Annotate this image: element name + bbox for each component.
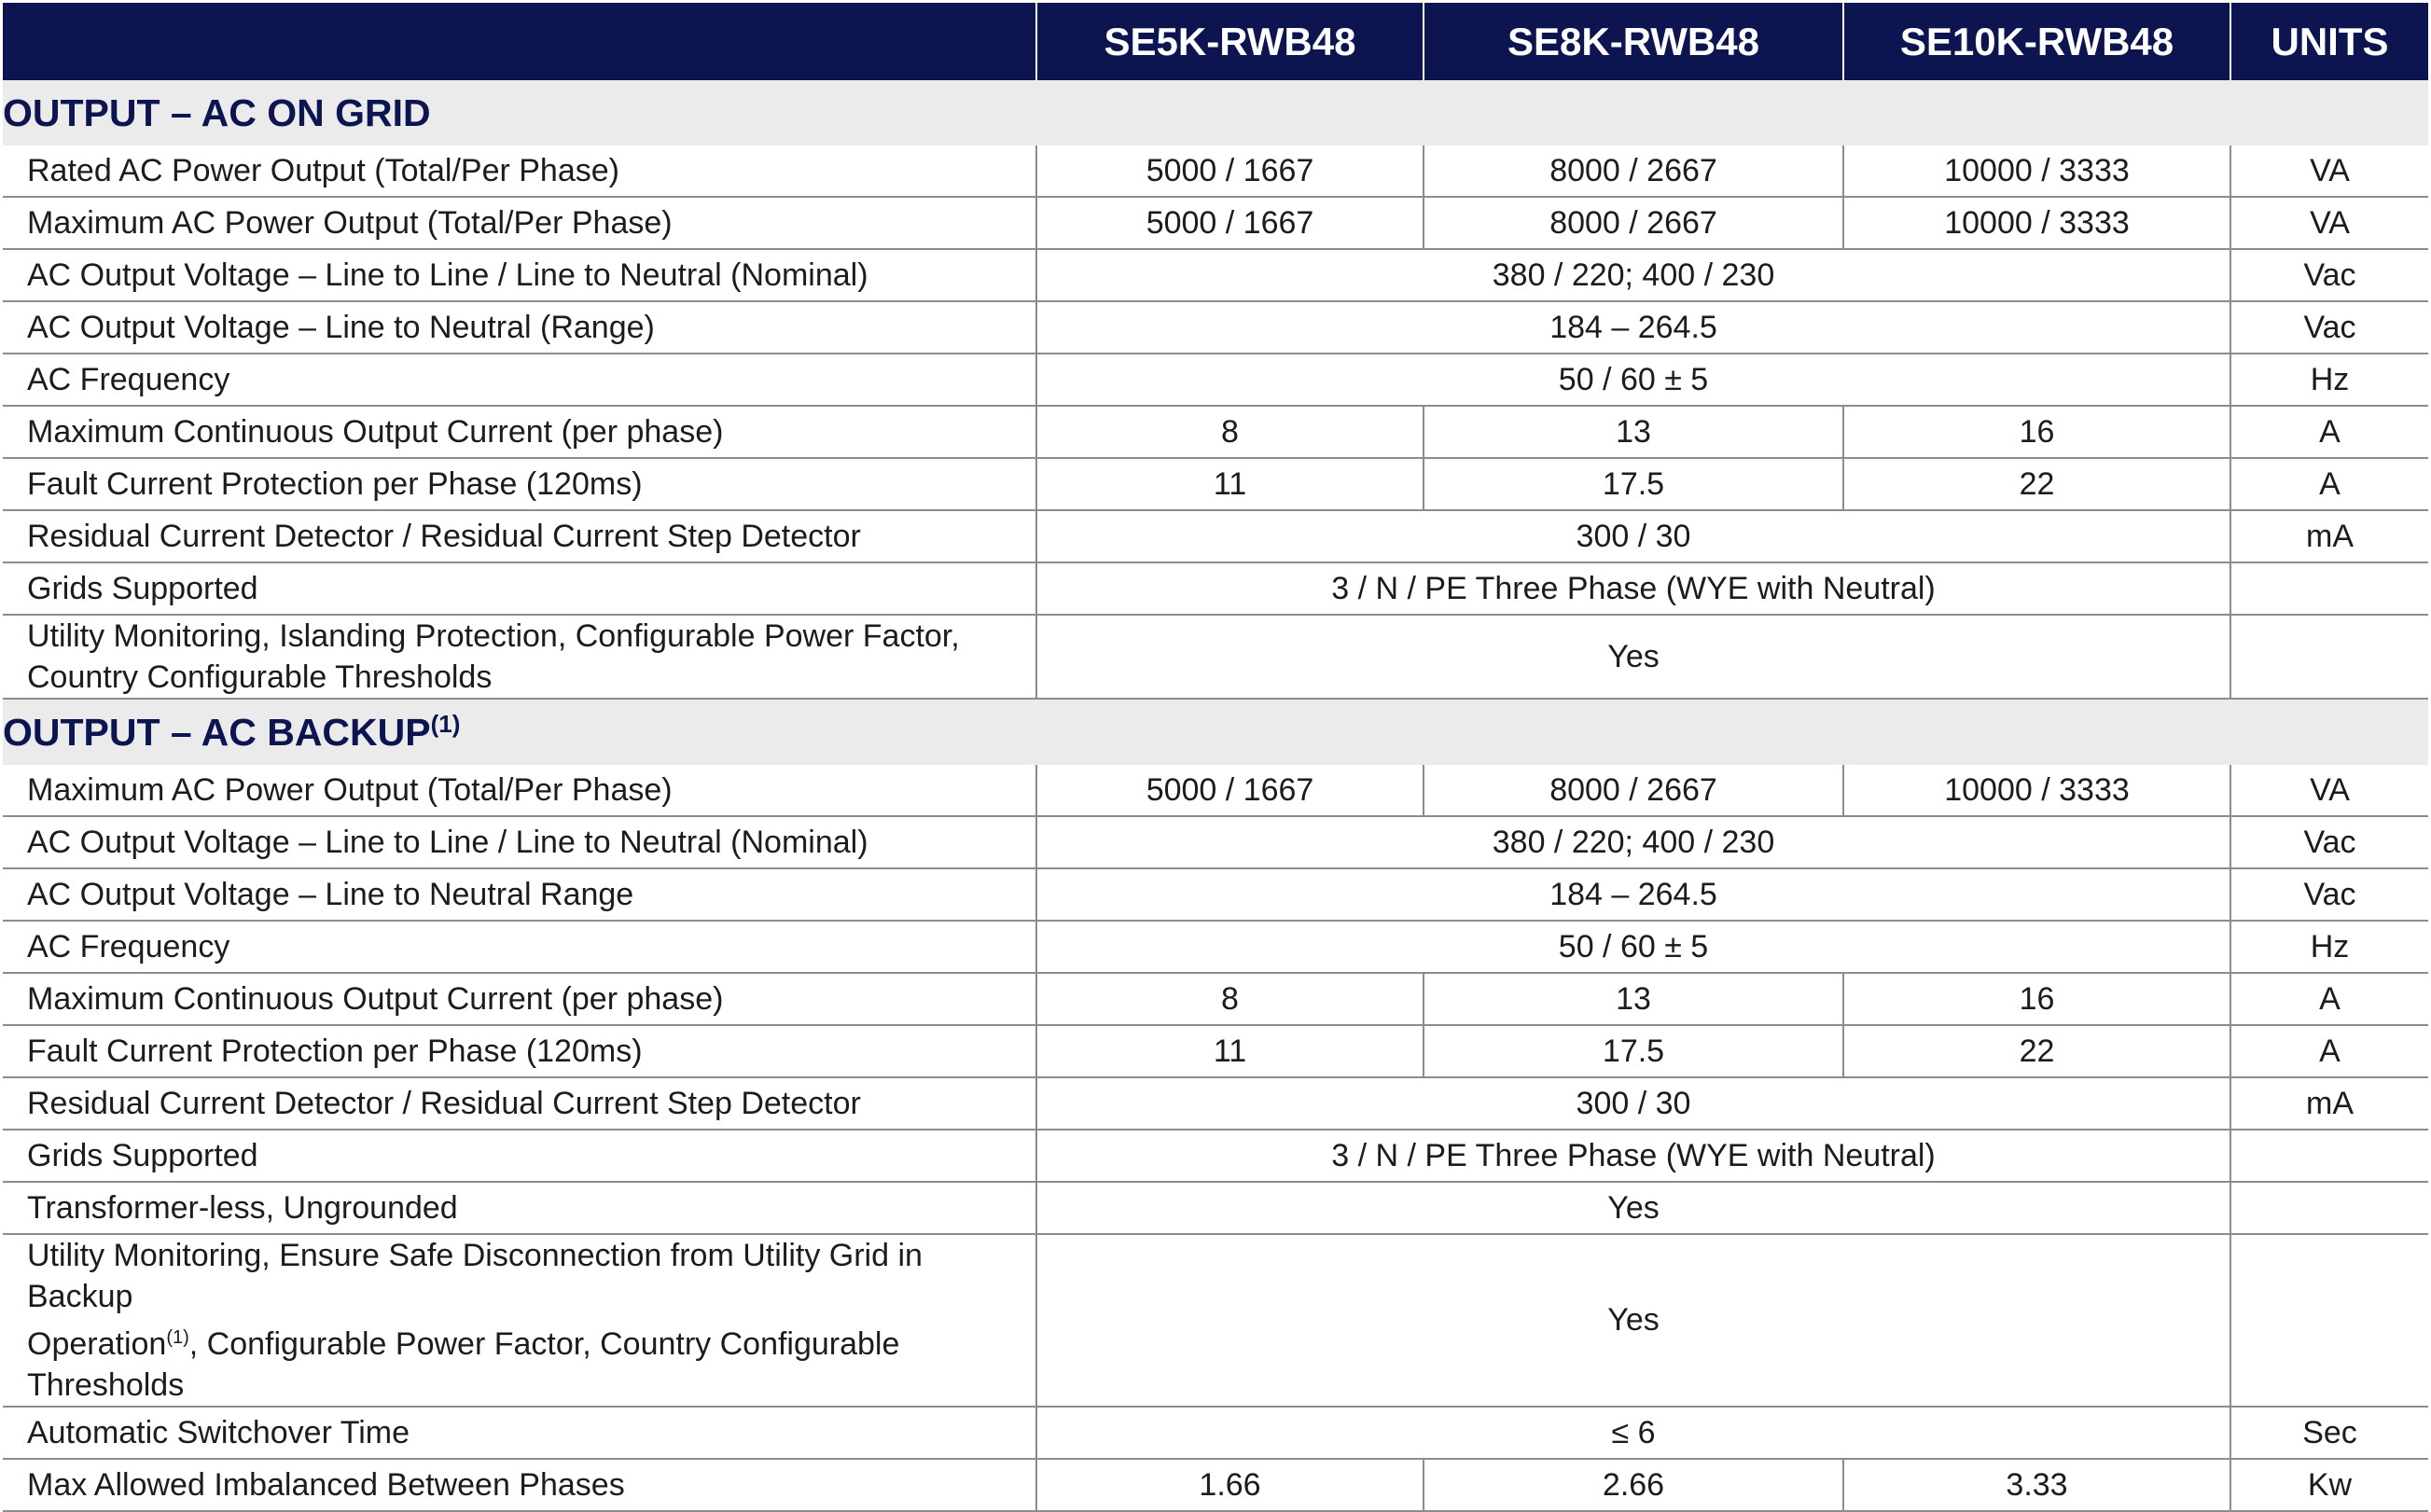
header-blank-cell: [3, 3, 1036, 80]
value-all-models: 3 / N / PE Three Phase (WYE with Neutral): [1036, 1130, 2230, 1182]
unit-cell: Vac: [2230, 868, 2428, 921]
value-all-models: Yes: [1036, 1182, 2230, 1234]
unit-cell: A: [2230, 1025, 2428, 1077]
footnote-marker: (1): [166, 1327, 189, 1348]
unit-cell: [2230, 1130, 2428, 1182]
unit-cell: Sec: [2230, 1407, 2428, 1459]
spec-row: [3, 1077, 2428, 1130]
value-se5k: 11: [1036, 1025, 1424, 1077]
value-se8k: 2.66: [1424, 1459, 1843, 1511]
unit-cell: Hz: [2230, 921, 2428, 973]
spec-label-cell: [3, 615, 1036, 699]
unit-cell: Vac: [2230, 249, 2428, 301]
spec-label-cell: AC Output Voltage – Line to Line / Line to Neutral (Nominal): [3, 816, 1036, 868]
spec-label-text: Utility Monitoring, Islanding Protection, Configurable Power Factor,: [27, 618, 960, 654]
unit-cell: VA: [2230, 765, 2428, 816]
value-se8k: 17.5: [1424, 1025, 1843, 1077]
spec-row: [3, 354, 2428, 406]
spec-label-text: Country Configurable Thresholds: [27, 659, 493, 695]
spec-row: [3, 301, 2428, 354]
spec-label-cell: Automatic Switchover Time: [3, 1407, 1036, 1459]
spec-label-cell: Grids Supported: [3, 1130, 1036, 1182]
unit-cell: VA: [2230, 146, 2428, 197]
section-title: OUTPUT – AC BACKUP: [3, 711, 431, 754]
spec-row: [3, 197, 2428, 249]
spec-row: [3, 458, 2428, 510]
value-se8k: 8000 / 2667: [1424, 197, 1843, 249]
value-se5k: 8: [1036, 973, 1424, 1025]
unit-cell: mA: [2230, 510, 2428, 562]
spec-row: [3, 406, 2428, 458]
spec-row: [3, 1234, 2428, 1407]
value-se5k: 8: [1036, 406, 1424, 458]
section-header-row: [3, 699, 2428, 765]
value-all-models: 300 / 30: [1036, 510, 2230, 562]
value-se10k: 10000 / 3333: [1843, 197, 2230, 249]
value-all-models: 300 / 30: [1036, 1077, 2230, 1130]
header-model-se5k: SE5K-RWB48: [1036, 3, 1424, 80]
unit-cell: [2230, 1182, 2428, 1234]
spec-label-cell: Residual Current Detector / Residual Current Step Detector: [3, 510, 1036, 562]
spec-row: [3, 1182, 2428, 1234]
value-se10k: 22: [1843, 458, 2230, 510]
spec-row: [3, 816, 2428, 868]
spec-row: [3, 249, 2428, 301]
spec-row: [3, 510, 2428, 562]
spec-label-line: [27, 657, 1035, 698]
value-se5k: 5000 / 1667: [1036, 765, 1424, 816]
spec-row: [3, 765, 2428, 816]
value-se10k: 22: [1843, 1025, 2230, 1077]
unit-cell: [2230, 615, 2428, 699]
value-all-models: ≤ 6: [1036, 1407, 2230, 1459]
unit-cell: Vac: [2230, 301, 2428, 354]
spec-label-cell: Fault Current Protection per Phase (120ms): [3, 1025, 1036, 1077]
spec-label-cell: Max Allowed Imbalanced Between Phases: [3, 1459, 1036, 1511]
value-se5k: 1.66: [1036, 1459, 1424, 1511]
spec-label-cell: Maximum AC Power Output (Total/Per Phase): [3, 765, 1036, 816]
spec-label-cell: Maximum Continuous Output Current (per phase): [3, 406, 1036, 458]
header-units: UNITS: [2230, 3, 2428, 80]
unit-cell: mA: [2230, 1077, 2428, 1130]
value-se10k: 16: [1843, 973, 2230, 1025]
value-se5k: 5000 / 1667: [1036, 146, 1424, 197]
spec-label-cell: Maximum AC Power Output (Total/Per Phase): [3, 197, 1036, 249]
spec-label-cell: AC Output Voltage – Line to Line / Line to Neutral (Nominal): [3, 249, 1036, 301]
spec-row: [3, 146, 2428, 197]
value-se8k: 13: [1424, 406, 1843, 458]
spec-label-cell: AC Output Voltage – Line to Neutral (Range): [3, 301, 1036, 354]
spec-label-text: Operation: [27, 1326, 167, 1362]
header-model-se8k: SE8K-RWB48: [1424, 3, 1843, 80]
spec-row: [3, 1407, 2428, 1459]
unit-cell: A: [2230, 406, 2428, 458]
value-se8k: 8000 / 2667: [1424, 765, 1843, 816]
spec-label-cell: AC Output Voltage – Line to Neutral Range: [3, 868, 1036, 921]
value-all-models: 380 / 220; 400 / 230: [1036, 249, 2230, 301]
value-se5k: 5000 / 1667: [1036, 197, 1424, 249]
unit-cell: [2230, 562, 2428, 615]
spec-label-cell: AC Frequency: [3, 921, 1036, 973]
spec-row: [3, 1025, 2428, 1077]
value-se8k: 17.5: [1424, 458, 1843, 510]
spec-label-cell: [3, 1234, 1036, 1407]
spec-row: [3, 868, 2428, 921]
spec-row: [3, 921, 2428, 973]
spec-row: [3, 562, 2428, 615]
spec-label-cell: Grids Supported: [3, 562, 1036, 615]
value-all-models: 380 / 220; 400 / 230: [1036, 816, 2230, 868]
spec-table-body: [3, 80, 2428, 1511]
spec-label-cell: AC Frequency: [3, 354, 1036, 406]
spec-label-cell: Fault Current Protection per Phase (120ms): [3, 458, 1036, 510]
value-all-models: 50 / 60 ± 5: [1036, 354, 2230, 406]
spec-label-cell: Rated AC Power Output (Total/Per Phase): [3, 146, 1036, 197]
value-se8k: 13: [1424, 973, 1843, 1025]
spec-label-cell: Residual Current Detector / Residual Current Step Detector: [3, 1077, 1036, 1130]
section-footnote-marker: (1): [430, 710, 461, 738]
header-model-se10k: SE10K-RWB48: [1843, 3, 2230, 80]
value-all-models: 184 – 264.5: [1036, 301, 2230, 354]
unit-cell: [2230, 1234, 2428, 1407]
spec-label-text: , Configurable Power Factor, Country Configurable Thresholds: [27, 1326, 900, 1403]
spec-row: [3, 1459, 2428, 1511]
spec-label-line: [27, 616, 1035, 657]
value-se8k: 8000 / 2667: [1424, 146, 1843, 197]
value-all-models: 3 / N / PE Three Phase (WYE with Neutral): [1036, 562, 2230, 615]
section-title: OUTPUT – AC ON GRID: [3, 90, 431, 134]
unit-cell: Kw: [2230, 1459, 2428, 1511]
spec-row: [3, 1130, 2428, 1182]
section-title-cell: [3, 699, 2428, 765]
value-all-models: Yes: [1036, 615, 2230, 699]
spec-label-cell: Transformer-less, Ungrounded: [3, 1182, 1036, 1234]
spec-label-line: [27, 1317, 1035, 1406]
header-row: [3, 3, 2428, 80]
value-se10k: 16: [1843, 406, 2230, 458]
value-all-models: Yes: [1036, 1234, 2230, 1407]
unit-cell: VA: [2230, 197, 2428, 249]
value-se10k: 10000 / 3333: [1843, 146, 2230, 197]
unit-cell: A: [2230, 973, 2428, 1025]
unit-cell: Hz: [2230, 354, 2428, 406]
section-title-cell: [3, 80, 2428, 146]
value-se10k: 3.33: [1843, 1459, 2230, 1511]
spec-table: [3, 3, 2428, 1512]
value-se5k: 11: [1036, 458, 1424, 510]
spec-label-text: Utility Monitoring, Ensure Safe Disconnection from Utility Grid in Backup: [27, 1238, 923, 1314]
spec-label-cell: Maximum Continuous Output Current (per phase): [3, 973, 1036, 1025]
value-se10k: 10000 / 3333: [1843, 765, 2230, 816]
spec-row: [3, 615, 2428, 699]
value-all-models: 50 / 60 ± 5: [1036, 921, 2230, 973]
value-all-models: 184 – 264.5: [1036, 868, 2230, 921]
spec-row: [3, 973, 2428, 1025]
unit-cell: A: [2230, 458, 2428, 510]
spec-label-line: [27, 1235, 1035, 1317]
section-header-row: [3, 80, 2428, 146]
unit-cell: Vac: [2230, 816, 2428, 868]
